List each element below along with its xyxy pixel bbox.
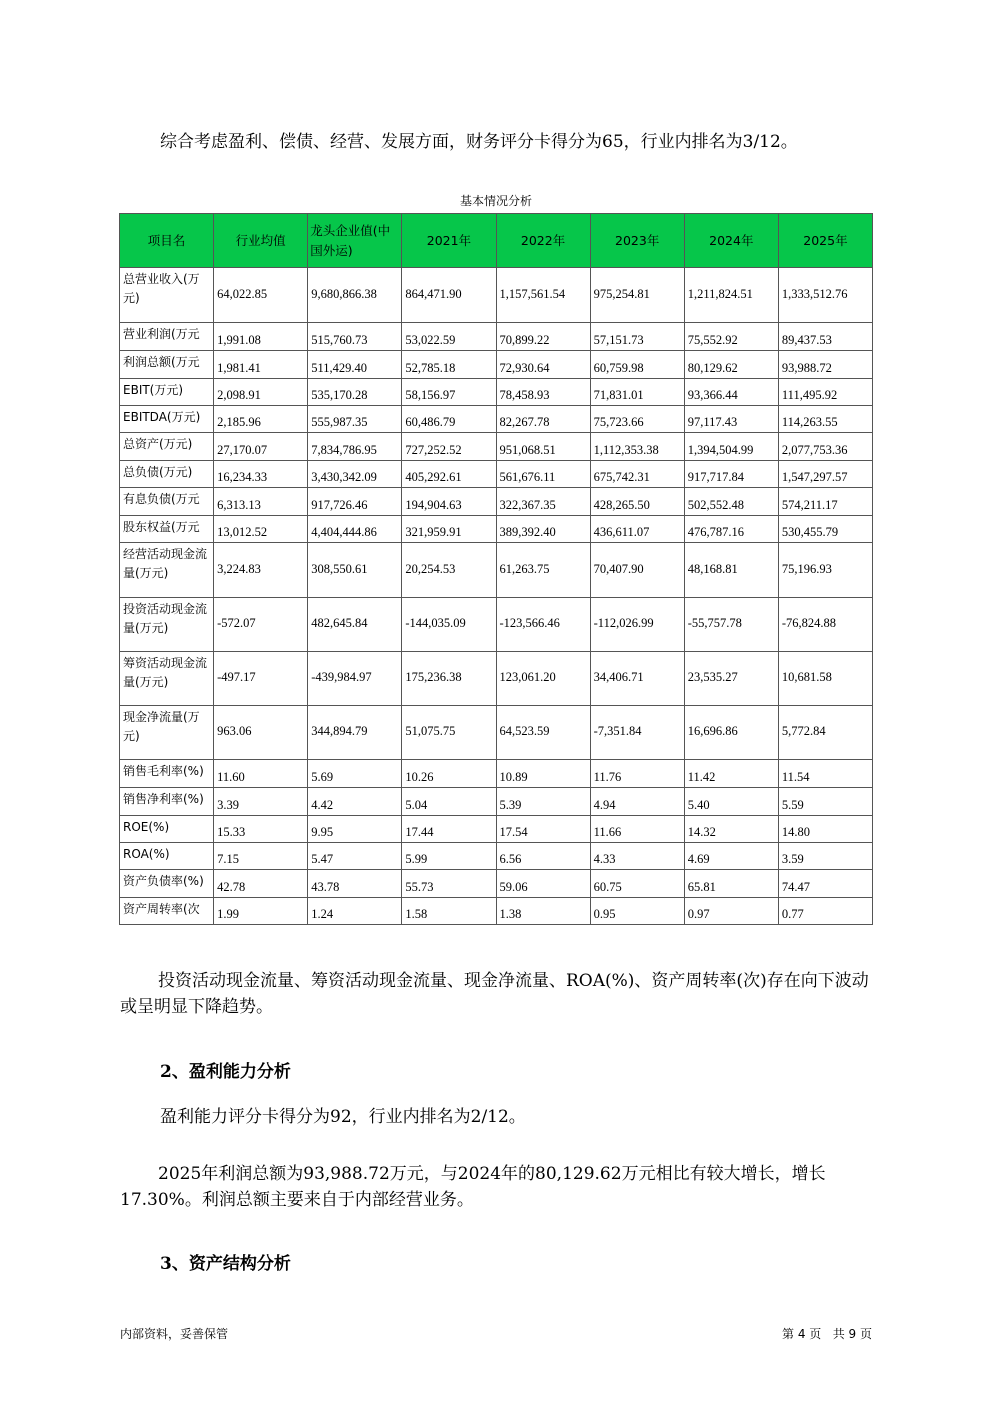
- cell-value: 535,170.28: [308, 379, 402, 406]
- row-label: 资产周转率(次: [120, 898, 214, 925]
- cell-value: 436,611.07: [590, 516, 684, 543]
- table-row: [120, 351, 873, 379]
- row-label: 有息负债(万元: [120, 488, 214, 516]
- cell-value: 389,392.40: [496, 516, 590, 543]
- cell-value: 322,367.35: [496, 488, 590, 516]
- table-row: [120, 379, 873, 406]
- cell-value: 7.15: [214, 843, 308, 870]
- cell-value: 1,157,561.54: [496, 268, 590, 323]
- cell-value: 43.78: [308, 870, 402, 898]
- cell-value: 917,726.46: [308, 488, 402, 516]
- section2-score: 盈利能力评分卡得分为92，行业内排名为2/12。: [160, 1107, 526, 1127]
- row-label: 利润总额(万元: [120, 351, 214, 379]
- row-label: 销售净利率(%): [120, 788, 214, 816]
- cell-value: 1.58: [402, 898, 496, 925]
- cell-value: 59.06: [496, 870, 590, 898]
- cell-value: 511,429.40: [308, 351, 402, 379]
- cell-value: 75,196.93: [778, 543, 872, 598]
- cell-value: 3,224.83: [214, 543, 308, 598]
- cell-value: 60,759.98: [590, 351, 684, 379]
- cell-value: 502,552.48: [684, 488, 778, 516]
- cell-value: 65.81: [684, 870, 778, 898]
- table-header-row: [120, 214, 873, 268]
- cell-value: 93,988.72: [778, 351, 872, 379]
- cell-value: 75,552.92: [684, 323, 778, 351]
- table-row: [120, 268, 873, 323]
- cell-value: 13,012.52: [214, 516, 308, 543]
- cell-value: 11.76: [590, 760, 684, 788]
- row-label: 总资产(万元): [120, 433, 214, 461]
- cell-value: -123,566.46: [496, 598, 590, 652]
- cell-value: -497.17: [214, 652, 308, 706]
- cell-value: 27,170.07: [214, 433, 308, 461]
- header-2022: 2022年: [496, 214, 590, 268]
- cell-value: 963.06: [214, 706, 308, 760]
- cell-value: 1,991.08: [214, 323, 308, 351]
- cell-value: 57,151.73: [590, 323, 684, 351]
- row-label: ROA(%): [120, 843, 214, 870]
- cell-value: -439,984.97: [308, 652, 402, 706]
- cell-value: 71,831.01: [590, 379, 684, 406]
- cell-value: 9.95: [308, 816, 402, 843]
- cell-value: 0.97: [684, 898, 778, 925]
- table-row: [120, 760, 873, 788]
- row-label: 总负债(万元): [120, 461, 214, 488]
- cell-value: 55.73: [402, 870, 496, 898]
- cell-value: 917,717.84: [684, 461, 778, 488]
- table-row: [120, 323, 873, 351]
- cell-value: 70,407.90: [590, 543, 684, 598]
- table-row: [120, 898, 873, 925]
- cell-value: 93,366.44: [684, 379, 778, 406]
- cell-value: 11.66: [590, 816, 684, 843]
- cell-value: 11.42: [684, 760, 778, 788]
- cell-value: 951,068.51: [496, 433, 590, 461]
- table-caption: 基本情况分析: [459, 194, 532, 208]
- cell-value: 89,437.53: [778, 323, 872, 351]
- cell-value: 5.39: [496, 788, 590, 816]
- cell-value: 64,022.85: [214, 268, 308, 323]
- cell-value: 1.99: [214, 898, 308, 925]
- cell-value: 64,523.59: [496, 706, 590, 760]
- cell-value: 34,406.71: [590, 652, 684, 706]
- section2-heading: 2、盈利能力分析: [160, 1062, 291, 1082]
- row-label: 投资活动现金流量(万元): [120, 598, 214, 652]
- cell-value: 4.33: [590, 843, 684, 870]
- cell-value: 20,254.53: [402, 543, 496, 598]
- row-label: ROE(%): [120, 816, 214, 843]
- cell-value: 3.39: [214, 788, 308, 816]
- cell-value: 23,535.27: [684, 652, 778, 706]
- cell-value: 78,458.93: [496, 379, 590, 406]
- cell-value: 1,981.41: [214, 351, 308, 379]
- cell-value: 10.89: [496, 760, 590, 788]
- cell-value: 4,404,444.86: [308, 516, 402, 543]
- financial-table: [119, 213, 873, 925]
- cell-value: 72,930.64: [496, 351, 590, 379]
- header-2025: 2025年: [778, 214, 872, 268]
- cell-value: 6.56: [496, 843, 590, 870]
- table-row: [120, 788, 873, 816]
- cell-value: 175,236.38: [402, 652, 496, 706]
- table-row: [120, 652, 873, 706]
- cell-value: 70,899.22: [496, 323, 590, 351]
- cell-value: 17.44: [402, 816, 496, 843]
- cell-value: 114,263.55: [778, 406, 872, 433]
- cell-value: 515,760.73: [308, 323, 402, 351]
- cell-value: 321,959.91: [402, 516, 496, 543]
- header-2024: 2024年: [684, 214, 778, 268]
- cell-value: 17.54: [496, 816, 590, 843]
- cell-value: 11.54: [778, 760, 872, 788]
- cell-value: 561,676.11: [496, 461, 590, 488]
- table-row: [120, 843, 873, 870]
- cell-value: 52,785.18: [402, 351, 496, 379]
- section2-detail: 2025年利润总额为93,988.72万元，与2024年的80,129.62万元相比有较大增长，增长17.30%。利润总额主要来自于内部经营业务。: [120, 1164, 826, 1210]
- cell-value: 10.26: [402, 760, 496, 788]
- cell-value: 9,680,866.38: [308, 268, 402, 323]
- header-2021: 2021年: [402, 214, 496, 268]
- header-2023: 2023年: [590, 214, 684, 268]
- cell-value: 2,098.91: [214, 379, 308, 406]
- cell-value: 476,787.16: [684, 516, 778, 543]
- cell-value: -7,351.84: [590, 706, 684, 760]
- cell-value: 15.33: [214, 816, 308, 843]
- cell-value: 3,430,342.09: [308, 461, 402, 488]
- cell-value: 1.38: [496, 898, 590, 925]
- table-row: [120, 433, 873, 461]
- row-label: EBIT(万元): [120, 379, 214, 406]
- row-label: 经营活动现金流量(万元): [120, 543, 214, 598]
- cell-value: 5.99: [402, 843, 496, 870]
- row-label: 股东权益(万元: [120, 516, 214, 543]
- cell-value: 16,696.86: [684, 706, 778, 760]
- cell-value: 428,265.50: [590, 488, 684, 516]
- trend-paragraph: 投资活动现金流量、筹资活动现金流量、现金净流量、ROA(%)、资产周转率(次)存在向下波动或呈明显下降趋势。: [120, 971, 869, 1017]
- cell-value: 14.32: [684, 816, 778, 843]
- cell-value: 6,313.13: [214, 488, 308, 516]
- cell-value: -572.07: [214, 598, 308, 652]
- cell-value: 7,834,786.95: [308, 433, 402, 461]
- cell-value: 5.59: [778, 788, 872, 816]
- cell-value: 75,723.66: [590, 406, 684, 433]
- cell-value: 0.77: [778, 898, 872, 925]
- cell-value: 11.60: [214, 760, 308, 788]
- cell-value: 1,547,297.57: [778, 461, 872, 488]
- cell-value: 60.75: [590, 870, 684, 898]
- cell-value: 53,022.59: [402, 323, 496, 351]
- table-row: [120, 488, 873, 516]
- cell-value: 80,129.62: [684, 351, 778, 379]
- table-row: [120, 406, 873, 433]
- cell-value: 48,168.81: [684, 543, 778, 598]
- cell-value: 975,254.81: [590, 268, 684, 323]
- cell-value: 530,455.79: [778, 516, 872, 543]
- cell-value: 194,904.63: [402, 488, 496, 516]
- cell-value: 97,117.43: [684, 406, 778, 433]
- table-row: [120, 598, 873, 652]
- cell-value: 5.69: [308, 760, 402, 788]
- cell-value: 5.04: [402, 788, 496, 816]
- table-row: [120, 516, 873, 543]
- cell-value: 111,495.92: [778, 379, 872, 406]
- header-item-name: 项目名: [120, 214, 214, 268]
- cell-value: 2,077,753.36: [778, 433, 872, 461]
- cell-value: 82,267.78: [496, 406, 590, 433]
- row-label: 营业利润(万元: [120, 323, 214, 351]
- header-industry-avg: 行业均值: [214, 214, 308, 268]
- cell-value: 4.42: [308, 788, 402, 816]
- cell-value: 1,112,353.38: [590, 433, 684, 461]
- row-label: 总营业收入(万元): [120, 268, 214, 323]
- section3-heading: 3、资产结构分析: [160, 1254, 291, 1274]
- cell-value: 3.59: [778, 843, 872, 870]
- cell-value: 2,185.96: [214, 406, 308, 433]
- table-row: [120, 870, 873, 898]
- cell-value: 0.95: [590, 898, 684, 925]
- table-row: [120, 461, 873, 488]
- cell-value: 405,292.61: [402, 461, 496, 488]
- cell-value: 74.47: [778, 870, 872, 898]
- cell-value: 42.78: [214, 870, 308, 898]
- cell-value: 555,987.35: [308, 406, 402, 433]
- cell-value: 5.40: [684, 788, 778, 816]
- cell-value: 344,894.79: [308, 706, 402, 760]
- cell-value: 1,333,512.76: [778, 268, 872, 323]
- footer-confidential: 内部资料，妥善保管: [120, 1327, 229, 1341]
- cell-value: 58,156.97: [402, 379, 496, 406]
- row-label: 资产负债率(%): [120, 870, 214, 898]
- cell-value: 16,234.33: [214, 461, 308, 488]
- cell-value: 14.80: [778, 816, 872, 843]
- cell-value: 123,061.20: [496, 652, 590, 706]
- cell-value: 727,252.52: [402, 433, 496, 461]
- cell-value: 5,772.84: [778, 706, 872, 760]
- cell-value: 1,394,504.99: [684, 433, 778, 461]
- cell-value: 1,211,824.51: [684, 268, 778, 323]
- cell-value: 675,742.31: [590, 461, 684, 488]
- cell-value: 5.47: [308, 843, 402, 870]
- row-label: 销售毛利率(%): [120, 760, 214, 788]
- cell-value: 308,550.61: [308, 543, 402, 598]
- cell-value: -76,824.88: [778, 598, 872, 652]
- table-row: [120, 543, 873, 598]
- cell-value: 61,263.75: [496, 543, 590, 598]
- table-row: [120, 816, 873, 843]
- cell-value: 864,471.90: [402, 268, 496, 323]
- cell-value: 4.94: [590, 788, 684, 816]
- cell-value: -144,035.09: [402, 598, 496, 652]
- row-label: 现金净流量(万元): [120, 706, 214, 760]
- cell-value: 60,486.79: [402, 406, 496, 433]
- cell-value: 482,645.84: [308, 598, 402, 652]
- footer-page-number: 第 4 页 共 9 页: [782, 1327, 872, 1341]
- cell-value: 4.69: [684, 843, 778, 870]
- cell-value: -55,757.78: [684, 598, 778, 652]
- intro-paragraph: 综合考虑盈利、偿债、经营、发展方面，财务评分卡得分为65，行业内排名为3/12。: [160, 132, 798, 152]
- cell-value: 51,075.75: [402, 706, 496, 760]
- cell-value: 1.24: [308, 898, 402, 925]
- cell-value: -112,026.99: [590, 598, 684, 652]
- header-leader-value: 龙头企业值(中国外运): [308, 214, 402, 268]
- table-row: [120, 706, 873, 760]
- row-label: EBITDA(万元): [120, 406, 214, 433]
- cell-value: 574,211.17: [778, 488, 872, 516]
- row-label: 筹资活动现金流量(万元): [120, 652, 214, 706]
- cell-value: 10,681.58: [778, 652, 872, 706]
